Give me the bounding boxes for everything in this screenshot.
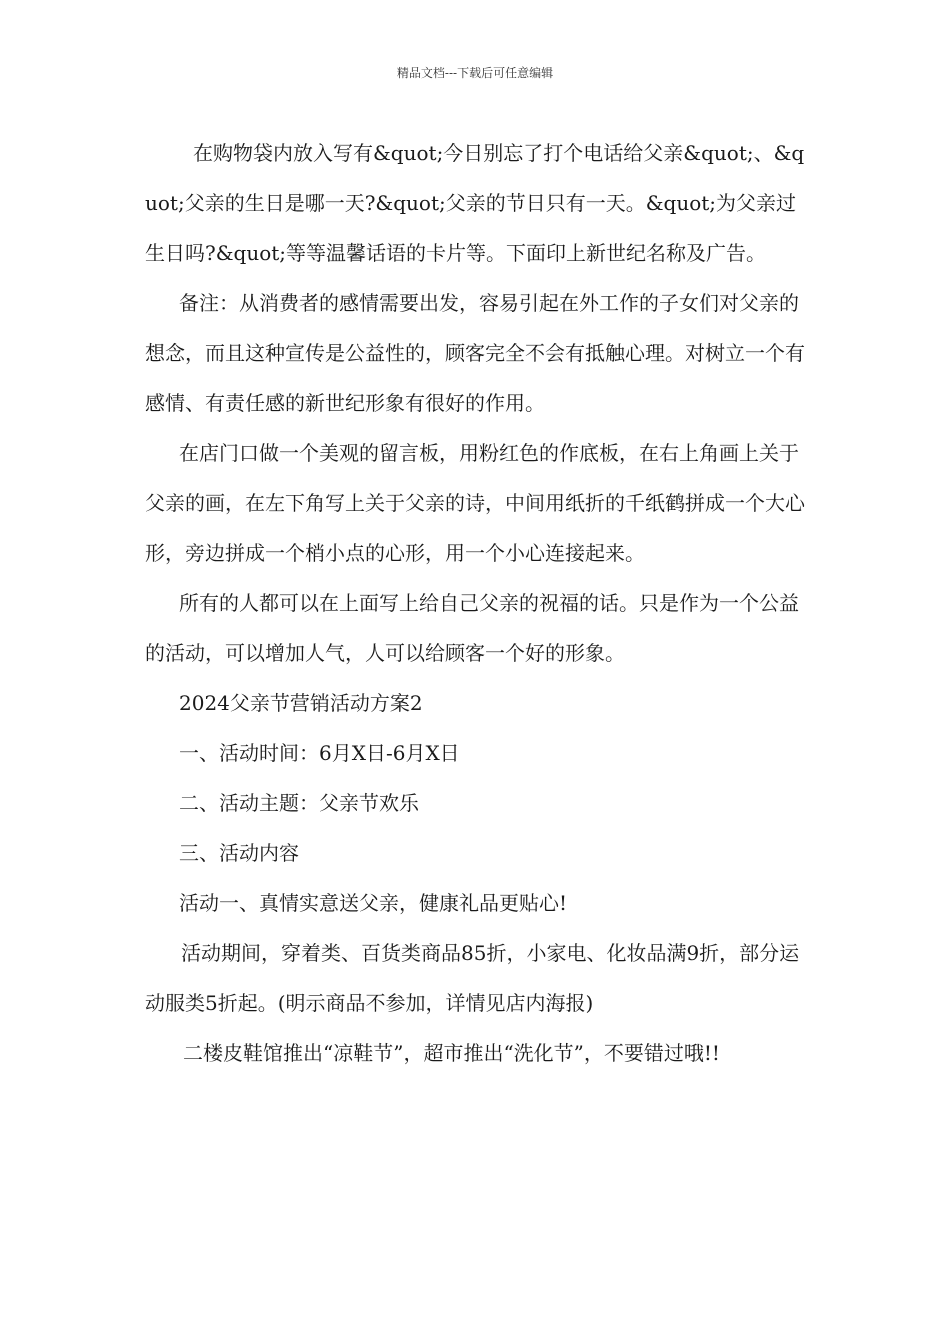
paragraph-message-board: 在店门口做一个美观的留言板，用粉红色的作底板，在右上角画上关于父亲的画，在左下角写上关于父亲的诗，中间用纸折的千纸鹤拼成一个大心形，旁边拼成一个梢小点的心形，用一个小心连接起来。 bbox=[145, 441, 805, 565]
paragraph-note: 备注：从消费者的感情需要出发，容易引起在外工作的子女们对父亲的想念，而且这种宣传是公益性的，顾客完全不会有抵触心理。对树立一个有感情、有责任感的新世纪形象有很好的作用。 bbox=[145, 291, 805, 415]
paragraph-festivals: 二楼皮鞋馆推出“凉鞋节”，超市推出“洗化节”，不要错过哦!! bbox=[183, 1041, 720, 1065]
section-title-plan-2: 2024父亲节营销活动方案2 bbox=[179, 691, 423, 715]
paragraph-blessings: 所有的人都可以在上面写上给自己父亲的祝福的话。只是作为一个公益的活动，可以增加人气，人可以给顾客一个好的形象。 bbox=[145, 591, 799, 665]
paragraph-shopping-bag-cards: 在购物袋内放入写有&quot;今日别忘了打个电话给父亲&quot;、&quot;父亲的生日是哪一天?&quot;父亲的节日只有一天。&quot;为父亲过生日吗?&quot;等等温馨话语的卡片等。下面印上新世纪名称及广告。 bbox=[145, 141, 805, 265]
item-activity-content: 三、活动内容 bbox=[179, 841, 299, 865]
item-activity-time: 一、活动时间：6月X日-6月X日 bbox=[179, 741, 460, 765]
item-activity-theme: 二、活动主题：父亲节欢乐 bbox=[179, 791, 419, 815]
document-body bbox=[145, 128, 810, 1078]
page-header: 精品文档---下载后可任意编辑 bbox=[396, 66, 554, 80]
activity-one-title: 活动一、真情实意送父亲，健康礼品更贴心! bbox=[179, 891, 568, 915]
paragraph-discounts: 活动期间，穿着类、百货类商品85折，小家电、化妆品满9折，部分运动服类5折起。(明示商品不参加，详情见店内海报) bbox=[145, 941, 800, 1015]
